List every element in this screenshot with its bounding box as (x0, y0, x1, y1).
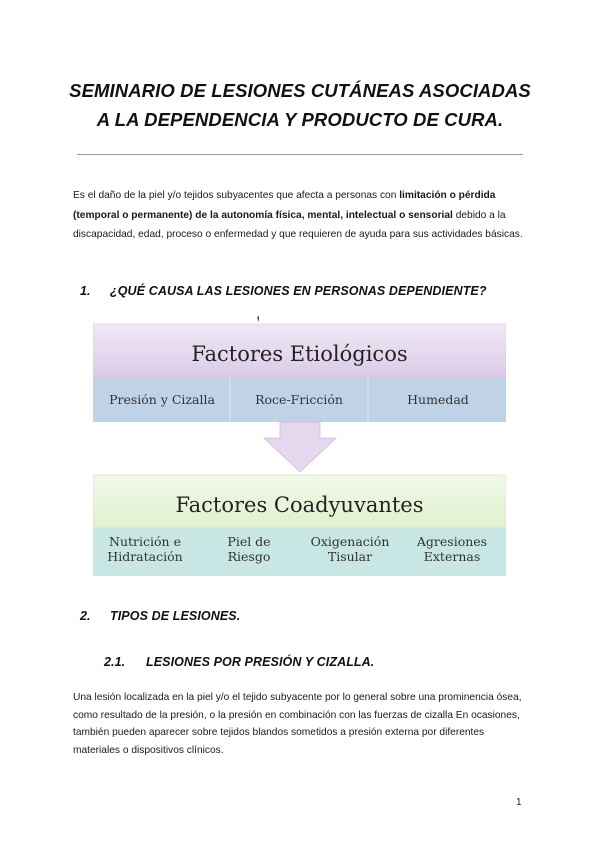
intro-paragraph (73, 186, 533, 245)
section-2-heading (80, 609, 240, 623)
bottom-item-agresiones-1: Agresiones (416, 534, 488, 549)
pressure-lesion-paragraph: Una lesión localizada en la piel y/o el tejido subyacente por lo general sobre una prominencia ósea, como resultado de la presión, o la presión en combinación con las fuerzas de cizalla En ocasiones, también pueden aparecer sobre tejidos blandos sometidos a presión externa por diferentes materiales o dispositivos clínicos. (73, 692, 522, 756)
top-item-humedad: Humedad (407, 392, 469, 407)
section-2-title: TIPOS DE LESIONES. (110, 609, 241, 623)
section-2-1-number: 2.1. (104, 655, 126, 669)
factors-diagram (93, 314, 506, 576)
title-divider (77, 154, 523, 155)
top-item-presion: Presión y Cizalla (109, 392, 215, 407)
bottom-item-agresiones-2: Externas (423, 549, 481, 564)
page-number: 1 (516, 797, 522, 808)
bottom-item-oxigenacion-1: Oxigenación (310, 534, 390, 549)
intro-text-1: Es el daño de la piel y/o tejidos subyacentes que afecta a personas con (73, 190, 400, 201)
bottom-item-nutricion-2: Hidratación (107, 549, 183, 564)
section-1-heading (80, 284, 487, 298)
section-2-1-title: LESIONES POR PRESIÓN Y CIZALLA. (146, 655, 375, 669)
bottom-item-nutricion-1: Nutrición e (109, 534, 181, 549)
down-arrow-icon (264, 422, 336, 472)
top-item-roce: Roce-Fricción (255, 392, 343, 407)
intro-text-2: debido a la discapacidad, edad, proceso o enfermedad y que requieren de ayuda para sus actividades básicas. (73, 209, 523, 240)
title-line-1: SEMINARIO DE LESIONES CUTÁNEAS ASOCIADAS (69, 80, 531, 101)
bottom-item-piel-1: Piel de (227, 534, 271, 549)
top-title: Factores Etiológicos (191, 342, 408, 366)
section-1-title: ¿QUÉ CAUSA LAS LESIONES EN PERSONAS DEPENDIENTE? (110, 284, 487, 298)
section-2-1-heading (104, 655, 374, 669)
section-1-number: 1. (80, 284, 91, 298)
tick-mark (257, 315, 259, 322)
bottom-item-oxigenacion-2: Tisular (327, 549, 373, 564)
bottom-item-piel-2: Riesgo (227, 549, 271, 564)
title-line-2: A LA DEPENDENCIA Y PRODUCTO DE CURA. (96, 109, 504, 130)
intro-bold: limitación o pérdida (temporal o permanente) de la autonomía física, mental, intelectual o sensorial (73, 190, 496, 221)
document-title (40, 76, 560, 134)
bottom-title: Factores Coadyuvantes (175, 493, 424, 517)
section-2-number: 2. (80, 609, 91, 623)
